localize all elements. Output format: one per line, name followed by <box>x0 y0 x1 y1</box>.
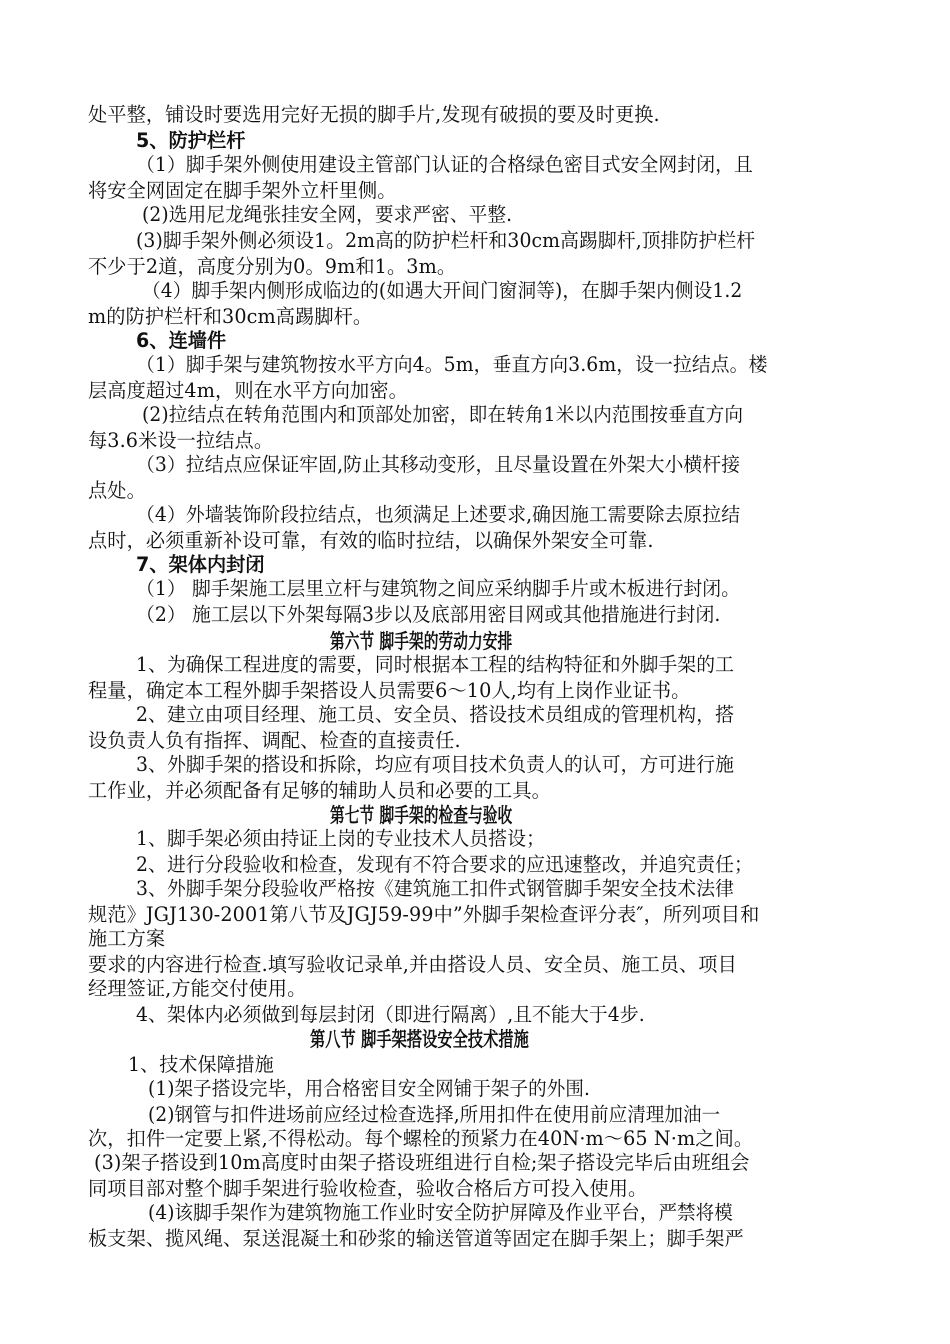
subheading-wall-tie: 6、连墙件 <box>136 329 227 352</box>
text-line: (2)钢管与扣件进场前应经过检查选择,所用扣件在使用前应清理加油一 <box>148 1103 721 1126</box>
text-line: 1、脚手架必须由持证上岗的专业技术人员搭设； <box>136 827 546 850</box>
text-line: （1）脚手架外侧使用建设主管部门认证的合格绿色密目式安全网封闭，且 <box>136 153 753 176</box>
text-line: 1、技术保障措施 <box>128 1053 274 1076</box>
text-line: 不少于2道，高度分别为0。9m和1。3m。 <box>88 255 457 278</box>
text-line: （4）脚手架内侧形成临边的(如遇大开间门窗洞等)，在脚手架内侧设1.2 <box>142 279 743 302</box>
text-line: 经理签证,方能交付使用。 <box>88 977 307 1000</box>
text-line: (2)拉结点在转角范围内和顶部处加密，即在转角1米以内范围按垂直方向 <box>142 403 744 426</box>
text-line: (3)架子搭设到10m高度时由架子搭设班组进行自检;架子搭设完毕后由班组会 <box>94 1151 750 1174</box>
text-line: 2、建立由项目经理、施工员、安全员、搭设技术员组成的管理机构，搭 <box>136 703 735 726</box>
text-line: 将安全网固定在脚手架外立杆里侧。 <box>88 179 397 202</box>
text-line: 程量，确定本工程外脚手架搭设人员需要6～10人,均有上岗作业证书。 <box>88 679 691 702</box>
text-line: (3)脚手架外侧必须设1。2m高的防护栏杆和30cm高踢脚杆,顶排防护栏杆 <box>136 229 756 252</box>
text-line: 每3.6米设一拉结点。 <box>88 429 274 452</box>
text-line: 处平整，铺设时要选用完好无损的脚手片,发现有破损的要及时更换. <box>88 103 660 126</box>
text-line: m的防护栏杆和30cm高踢脚杆。 <box>88 305 373 328</box>
text-line: 1、为确保工程进度的需要，同时根据本工程的结构特征和外脚手架的工 <box>136 653 735 676</box>
text-line: 点处。 <box>88 479 146 502</box>
text-line: （1）脚手架与建筑物按水平方向4。5m，垂直方向3.6m，设一拉结点。楼 <box>136 353 768 376</box>
subheading-guardrail: 5、防护栏杆 <box>136 129 246 152</box>
text-line: (4)该脚手架作为建筑物施工作业时安全防护屏障及作业平台，严禁将模 <box>148 1201 733 1224</box>
section-heading-8: 第八节 脚手架搭设安全技术措施 <box>310 1027 529 1051</box>
text-line: 层高度超过4m，则在水平方向加密。 <box>88 379 408 402</box>
text-line: 设负责人负有指挥、调配、检查的直接责任. <box>88 729 461 752</box>
text-line: （4）外墙装饰阶段拉结点，也须满足上述要求,确因施工需要除去原拉结 <box>136 503 741 526</box>
text-line: 同项目部对整个脚手架进行验收检查，验收合格后方可投入使用。 <box>88 1177 648 1200</box>
section-heading-7: 第七节 脚手架的检查与验收 <box>330 803 513 827</box>
text-line: 工作业，并必须配备有足够的辅助人员和必要的工具。 <box>88 779 551 802</box>
text-line: 3、外脚手架分段验收严格按《建筑施工扣件式钢管脚手架安全技术法律 <box>136 877 735 900</box>
text-line: 次，扣件一定要上紧,不得松动。每个螺栓的预紧力在40N·m～65 N·m之间。 <box>88 1127 754 1150</box>
text-line: 3、外脚手架的搭设和拆除，均应有项目技术负责人的认可，方可进行施 <box>136 753 735 776</box>
text-line: (2)选用尼龙绳张挂安全网，要求严密、平整. <box>142 203 513 226</box>
text-line: 4、架体内必须做到每层封闭（即进行隔离）,且不能大于4步. <box>136 1003 645 1026</box>
text-line: 点时，必须重新补设可靠，有效的临时拉结，以确保外架安全可靠. <box>88 529 654 552</box>
text-line: 规范》JGJ130-2001第八节及JGJ59-99中”外脚手架检查评分表″，所列项目和 <box>88 903 760 926</box>
subheading-enclosure: 7、架体内封闭 <box>136 553 265 576</box>
section-heading-6: 第六节 脚手架的劳动力安排 <box>330 629 513 653</box>
text-line: （1） 脚手架施工层里立杆与建筑物之间应采纳脚手片或木板进行封闭。 <box>136 577 741 600</box>
text-line: 要求的内容进行检查.填写验收记录单,并由搭设人员、安全员、施工员、项目 <box>88 953 737 976</box>
text-line: 2、进行分段验收和检查，发现有不符合要求的应迅速整改，并追究责任； <box>136 853 753 876</box>
text-line: (1)架子搭设完毕，用合格密目安全网铺于架子的外围. <box>148 1077 590 1100</box>
text-line: 施工方案 <box>88 927 166 950</box>
text-line: （3）拉结点应保证牢固,防止其移动变形，且尽量设置在外架大小横杆接 <box>136 453 741 476</box>
text-line: 板支架、揽风绳、泵送混凝土和砂浆的输送管道等固定在脚手架上；脚手架严 <box>88 1227 744 1250</box>
text-line: （2） 施工层以下外架每隔3步以及底部用密目网或其他措施进行封闭. <box>136 603 721 626</box>
